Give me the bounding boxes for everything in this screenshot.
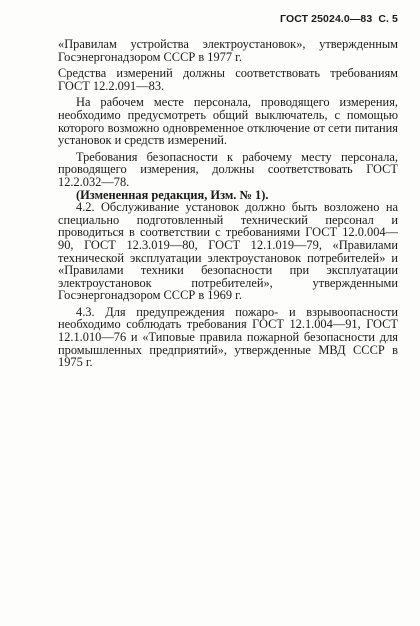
clause-4-2: 4.2. Обслуживание установок должно быть возложено на специально подготовленный технический персонал и проводиться в соответствии с требованиями ГОСТ 12.0.004—90, ГОСТ 12.3.019—80, ГОСТ 12.1.019—79, «Правилами технической эксплуатации электроустановок потребителей» и «Правилами техники безопасности при эксплуатации электроустановок потребителей», утвержденными Госэнергонадзором СССР в 1969 г. xyxy=(58,200,398,303)
page-number: С. 5 xyxy=(378,13,398,25)
amendment-note: (Измененная редакция, Изм. № 1). xyxy=(76,187,269,202)
body-text xyxy=(58,38,398,369)
paragraph-3: На рабочем месте персонала, проводящего измерения, необходимо предусмотреть общий выключатель, с помощью которого возможно одновременное отключение от сети питания установок и средств измерений. xyxy=(58,95,398,148)
standard-number: ГОСТ 25024.0—83 xyxy=(280,13,373,25)
page-header xyxy=(280,13,398,25)
paragraph-2: Средства измерений должны соответствовать требованиям ГОСТ 12.2.091—83. xyxy=(58,66,398,93)
paragraph-1: «Правилам устройства электроустановок», утвержденным Госэнергонадзором СССР в 1977 г. xyxy=(58,37,398,64)
paragraph-4: Требования безопасности к рабочему месту персонала, проводящего измерения, должны соответствовать ГОСТ 12.2.032—78. xyxy=(58,149,398,189)
clause-4-3: 4.3. Для предупреждения пожаро- и взрывоопасности необходимо соблюдать требования ГОСТ 12.1.004—91, ГОСТ 12.1.010—76 и «Типовые правила пожарной безопасности для промышленных предприятий», утвержденные МВД СССР в 1975 г. xyxy=(58,304,398,370)
